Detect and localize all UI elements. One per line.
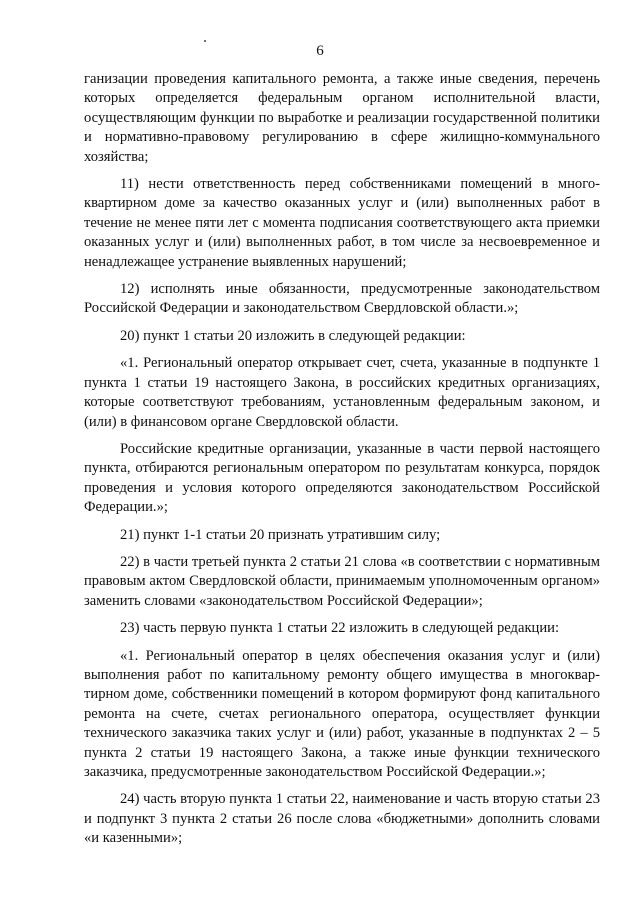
paragraph-continuation: ганизации проведения капитального ремонта, а также иные сведения, перечень которых определяется федеральным органом исполнительной власти, осуществляющим функции по выработке и реализации государственной политики и нормативно-правовому регулированию в сфере жилищно-коммунального хозяйства; (84, 71, 600, 165)
paragraph-item-23: 23) часть первую пункта 1 статьи 22 изложить в следующей редакции: (120, 620, 560, 637)
paragraph-item-22: 22) в части третьей пункта 2 статьи 21 слова «в соответствии с нормативным правовым актом Свердловской области, принимаемым уполномоченным органом» заменить словами «законодательством Российской Федерации»; (84, 553, 600, 609)
paragraph-item-11: 11) нести ответственность перед собственниками помещений в многоквартирном доме за качество оказанных услуг и (или) выполненных работ в течение не менее пяти лет с момента подписания соответствующего акта приемки оказанных услуг и (или) выполненных работ, в том числе за несвоевременное и ненадлежащее устранение выявленных нарушений; (84, 176, 600, 270)
paragraph-quote-1-technical-customer: «1. Региональный оператор в целях обеспечения оказания услуг и (или) выполнения работ по капитальному ремонту общего имущества в многоквартирном доме, собственники помещений в котором формируют фонд капитального ремонта на счете, счетах регионального оператора, осуществляет функции технического заказчика таких услуг и (или) работ, указанные в подпунктах 2 – 5 пункта 2 статьи 19 настоящего Закона, а также иные функции технического заказчика, предусмотренные законодательством Российской Федерации.»; (84, 647, 600, 780)
document-body (84, 70, 600, 857)
paragraph-item-21: 21) пункт 1-1 статьи 20 признать утратившим силу; (120, 526, 441, 543)
paragraph-russian-credit-organizations: Российские кредитные организации, указанные в части первой настоящего пункта, отбираются региональным оператором по результатам конкурса, порядок проведения и условия которого определяются законодательством Российской Федерации.»; (84, 440, 600, 516)
paragraph-item-20: 20) пункт 1 статьи 20 изложить в следующей редакции: (120, 327, 466, 344)
page-number: 6 (316, 43, 324, 59)
paragraph-item-24: 24) часть вторую пункта 1 статьи 22, наименование и часть вторую статьи 23 и подпункт 3 пункта 2 статьи 26 после слова «бюджетными» дополнить словами «и казенными»; (84, 791, 600, 847)
paragraph-quote-1-regional-operator-account: «1. Региональный оператор открывает счет, счета, указанные в подпункте 1 пункта 1 статьи 19 настоящего Закона, в российских кредитных организациях, которые соответствуют требованиям, установленным федеральным законом, и (или) в финансовом органе Свердловской области. (84, 355, 600, 430)
paragraph-item-12: 12) исполнять иные обязанности, предусмотренные законодательством Российской Федерации и законодательством Свердловской области.»; (84, 281, 600, 317)
